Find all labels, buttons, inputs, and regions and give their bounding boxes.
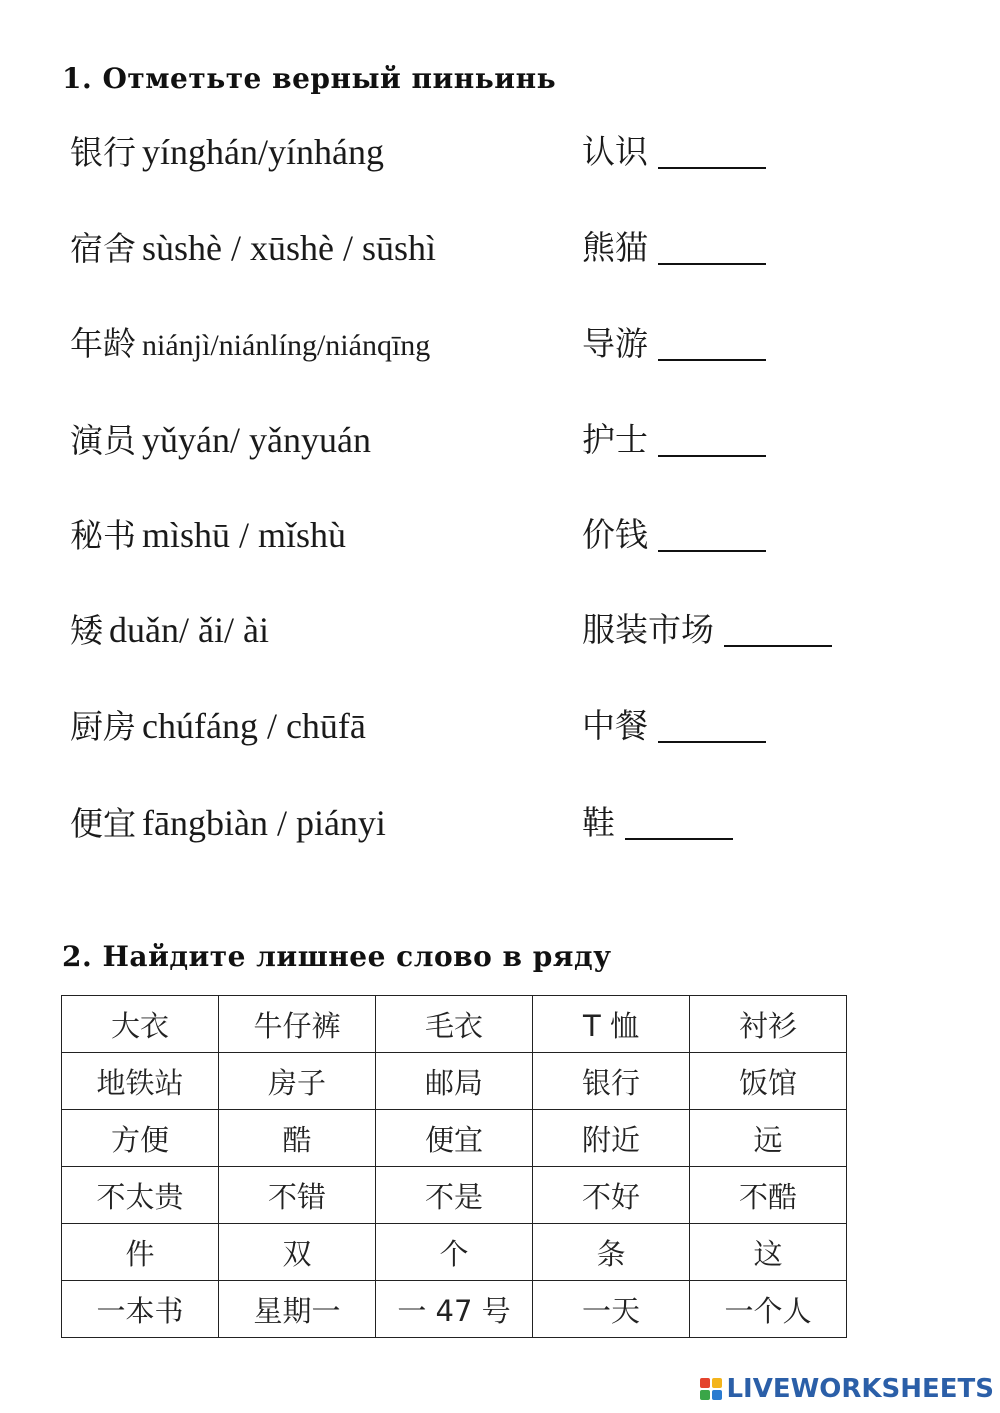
- pinyin-row: [0, 696, 1000, 756]
- table-row: [62, 1224, 847, 1281]
- word-cell[interactable]: 个: [376, 1224, 533, 1281]
- pinyin-row: [0, 600, 1000, 660]
- hanzi-word: 宿舍: [70, 229, 136, 268]
- hanzi-word: 认识: [582, 132, 648, 171]
- hanzi-word: 矮: [70, 611, 103, 650]
- table-row: [62, 996, 847, 1053]
- hanzi-word: 厨房: [70, 707, 136, 746]
- pinyin-choice: [70, 314, 430, 376]
- pinyin-choice: [70, 600, 269, 661]
- translation-item: [582, 696, 766, 756]
- word-cell[interactable]: 一本书: [62, 1281, 219, 1338]
- hanzi-word: 导游: [582, 324, 648, 363]
- logo-text: LIVEWORKSHEETS: [726, 1374, 994, 1404]
- word-cell[interactable]: 毛衣: [376, 996, 533, 1053]
- word-cell[interactable]: 不好: [533, 1167, 690, 1224]
- pinyin-row: [0, 218, 1000, 278]
- translation-item: [582, 505, 766, 565]
- word-cell[interactable]: 房子: [219, 1053, 376, 1110]
- word-cell[interactable]: 一个人: [690, 1281, 847, 1338]
- hanzi-word: 便宜: [70, 804, 136, 843]
- pinyin-choice: [70, 410, 371, 471]
- pinyin-row: [0, 410, 1000, 470]
- odd-word-table: [61, 995, 847, 1338]
- word-cell[interactable]: 一 47 号: [376, 1281, 533, 1338]
- table-row: [62, 1110, 847, 1167]
- hanzi-word: 年龄: [70, 324, 136, 363]
- logo-square-icon: [712, 1390, 722, 1400]
- word-cell[interactable]: 邮局: [376, 1053, 533, 1110]
- word-cell[interactable]: 方便: [62, 1110, 219, 1167]
- word-cell[interactable]: 不是: [376, 1167, 533, 1224]
- word-cell[interactable]: 饭馆: [690, 1053, 847, 1110]
- word-cell[interactable]: 这: [690, 1224, 847, 1281]
- hanzi-word: 银行: [70, 133, 136, 172]
- pinyin-options[interactable]: mìshū / mǐshù: [142, 515, 347, 555]
- table-row: [62, 1281, 847, 1338]
- word-cell[interactable]: 衬衫: [690, 996, 847, 1053]
- pinyin-row: [0, 314, 1000, 374]
- answer-blank[interactable]: [658, 455, 766, 457]
- pinyin-row: [0, 793, 1000, 853]
- pinyin-options[interactable]: duǎn/ ǎi/ ài: [109, 610, 269, 650]
- pinyin-choice: [70, 696, 366, 757]
- logo-square-icon: [700, 1390, 710, 1400]
- logo-square-icon: [712, 1378, 722, 1388]
- word-cell[interactable]: 不错: [219, 1167, 376, 1224]
- hanzi-word: 服装市场: [582, 610, 714, 649]
- hanzi-word: 中餐: [582, 706, 648, 745]
- word-cell[interactable]: 牛仔裤: [219, 996, 376, 1053]
- answer-blank[interactable]: [724, 645, 832, 647]
- word-cell[interactable]: 酷: [219, 1110, 376, 1167]
- pinyin-options[interactable]: fāngbiàn / piányi: [142, 803, 386, 843]
- word-cell[interactable]: 便宜: [376, 1110, 533, 1167]
- pinyin-choice: [70, 218, 436, 279]
- pinyin-choice: [70, 122, 384, 183]
- hanzi-word: 熊猫: [582, 228, 648, 267]
- section-2-title: 2. Найдите лишнее слово в ряду: [62, 940, 612, 973]
- word-cell[interactable]: 银行: [533, 1053, 690, 1110]
- answer-blank[interactable]: [658, 359, 766, 361]
- answer-blank[interactable]: [658, 741, 766, 743]
- answer-blank[interactable]: [658, 550, 766, 552]
- word-cell[interactable]: 条: [533, 1224, 690, 1281]
- word-cell[interactable]: 星期一: [219, 1281, 376, 1338]
- answer-blank[interactable]: [658, 167, 766, 169]
- translation-item: [582, 793, 733, 853]
- word-cell[interactable]: 双: [219, 1224, 376, 1281]
- translation-item: [582, 218, 766, 278]
- logo-square-icon: [700, 1378, 710, 1388]
- logo-mark-icon: [700, 1378, 722, 1400]
- table-row: [62, 1167, 847, 1224]
- table-row: [62, 1053, 847, 1110]
- pinyin-choice: [70, 793, 386, 854]
- translation-item: [582, 122, 766, 182]
- pinyin-row: [0, 505, 1000, 565]
- hanzi-word: 演员: [70, 421, 136, 460]
- translation-item: [582, 600, 832, 660]
- answer-blank[interactable]: [658, 263, 766, 265]
- translation-item: [582, 314, 766, 374]
- word-cell[interactable]: 附近: [533, 1110, 690, 1167]
- word-cell[interactable]: 不太贵: [62, 1167, 219, 1224]
- answer-blank[interactable]: [625, 838, 733, 840]
- word-cell[interactable]: T 恤: [533, 996, 690, 1053]
- section-1-title: 1. Отметьте верный пиньинь: [62, 62, 557, 95]
- pinyin-row: [0, 122, 1000, 182]
- hanzi-word: 鞋: [582, 803, 615, 842]
- word-cell[interactable]: 远: [690, 1110, 847, 1167]
- pinyin-options[interactable]: yǔyán/ yǎnyuán: [142, 420, 371, 460]
- pinyin-options[interactable]: chúfáng / chūfā: [142, 706, 366, 746]
- word-cell[interactable]: 不酷: [690, 1167, 847, 1224]
- liveworksheets-logo[interactable]: [700, 1371, 994, 1407]
- translation-item: [582, 410, 766, 470]
- hanzi-word: 价钱: [582, 515, 648, 554]
- pinyin-options[interactable]: yínghán/yínháng: [142, 132, 384, 172]
- word-cell[interactable]: 一天: [533, 1281, 690, 1338]
- pinyin-options[interactable]: niánjì/niánlíng/niánqīng: [142, 329, 431, 362]
- word-cell[interactable]: 大衣: [62, 996, 219, 1053]
- word-cell[interactable]: 件: [62, 1224, 219, 1281]
- hanzi-word: 护士: [582, 420, 648, 459]
- word-cell[interactable]: 地铁站: [62, 1053, 219, 1110]
- pinyin-choice: [70, 505, 346, 566]
- hanzi-word: 秘书: [70, 516, 136, 555]
- pinyin-options[interactable]: sùshè / xūshè / sūshì: [142, 228, 437, 268]
